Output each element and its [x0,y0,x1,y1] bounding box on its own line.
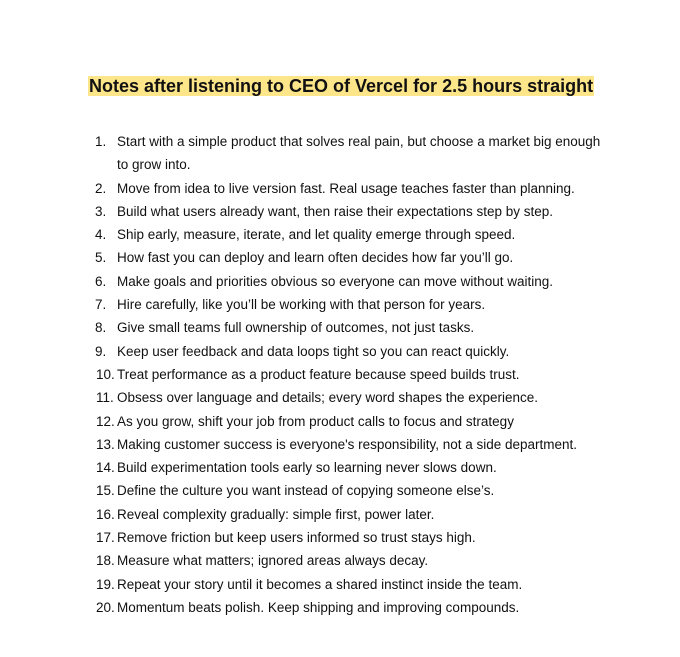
item-text: Start with a simple product that solves real pain, but choose a market big enough to grow into. [117,134,601,173]
item-text: Measure what matters; ignored areas always decay. [117,553,429,569]
item-text: Remove friction but keep users informed so trust stays high. [117,530,476,546]
item-text: As you grow, shift your job from product calls to focus and strategy [117,413,514,429]
item-text: Hire carefully, like you’ll be working with that person for years. [117,297,486,313]
item-text: Treat performance as a product feature because speed builds trust. [117,366,520,382]
notes-list [0,130,600,619]
item-number: 1. [95,134,107,149]
list-item [0,456,600,479]
item-text: Repeat your story until it becomes a shared instinct inside the team. [117,576,523,592]
item-text: Keep user feedback and data loops tight so you can react quickly. [117,343,510,359]
item-number: 3. [95,203,107,219]
item-text: Ship early, measure, iterate, and let quality emerge through speed. [117,227,516,243]
list-item [0,433,600,456]
list-item [0,410,600,433]
item-text: Obsess over language and details; every word shapes the experience. [117,390,539,406]
list-item [0,177,600,200]
list-item [0,573,600,596]
item-number: 17. [96,530,115,546]
item-number: 13. [96,436,115,452]
item-text: How fast you can deploy and learn often decides how far you’ll go. [117,250,514,266]
list-item [0,363,600,386]
title-highlight: Notes after listening to CEO of Vercel for 2.5 hours straight [89,76,594,96]
item-number: 8. [95,320,107,336]
list-item [0,340,600,363]
item-number: 16. [96,506,115,522]
list-item [0,549,600,572]
list-item [0,479,600,502]
item-number: 4. [95,227,107,243]
item-number: 12. [96,413,115,429]
list-item [0,503,600,526]
item-number: 14. [96,460,115,476]
list-item [0,596,600,619]
page-title [88,74,594,98]
item-text: Make goals and priorities obvious so everyone can move without waiting. [117,273,553,289]
item-text: Move from idea to live version fast. Real usage teaches faster than planning. [117,180,575,196]
item-text: Build what users already want, then raise their expectations step by step. [117,203,553,219]
item-number: 20. [96,599,115,615]
item-number: 9. [95,343,107,359]
list-item [0,130,600,177]
item-number: 7. [95,297,107,313]
list-item [0,270,600,293]
item-number: 5. [95,250,107,266]
list-item [0,246,600,269]
item-number: 15. [96,483,115,499]
item-number: 19. [96,576,115,592]
item-text: Momentum beats polish. Keep shipping and improving compounds. [117,599,520,615]
list-item [0,526,600,549]
item-number: 6. [95,273,107,289]
item-text: Give small teams full ownership of outcomes, not just tasks. [117,320,475,336]
item-number: 10. [96,366,115,382]
list-item [0,316,600,339]
item-number: 18. [96,553,115,569]
list-item [0,386,600,409]
item-text: Making customer success is everyone's responsibility, not a side department. [117,436,578,452]
item-text: Reveal complexity gradually: simple first, power later. [117,506,435,522]
list-item [0,293,600,316]
item-number: 11. [96,390,114,406]
list-item [0,200,600,223]
item-number: 2. [95,180,107,196]
list-item [0,223,600,246]
item-text: Build experimentation tools early so learning never slows down. [117,460,497,476]
item-text: Define the culture you want instead of copying someone else’s. [117,483,495,499]
